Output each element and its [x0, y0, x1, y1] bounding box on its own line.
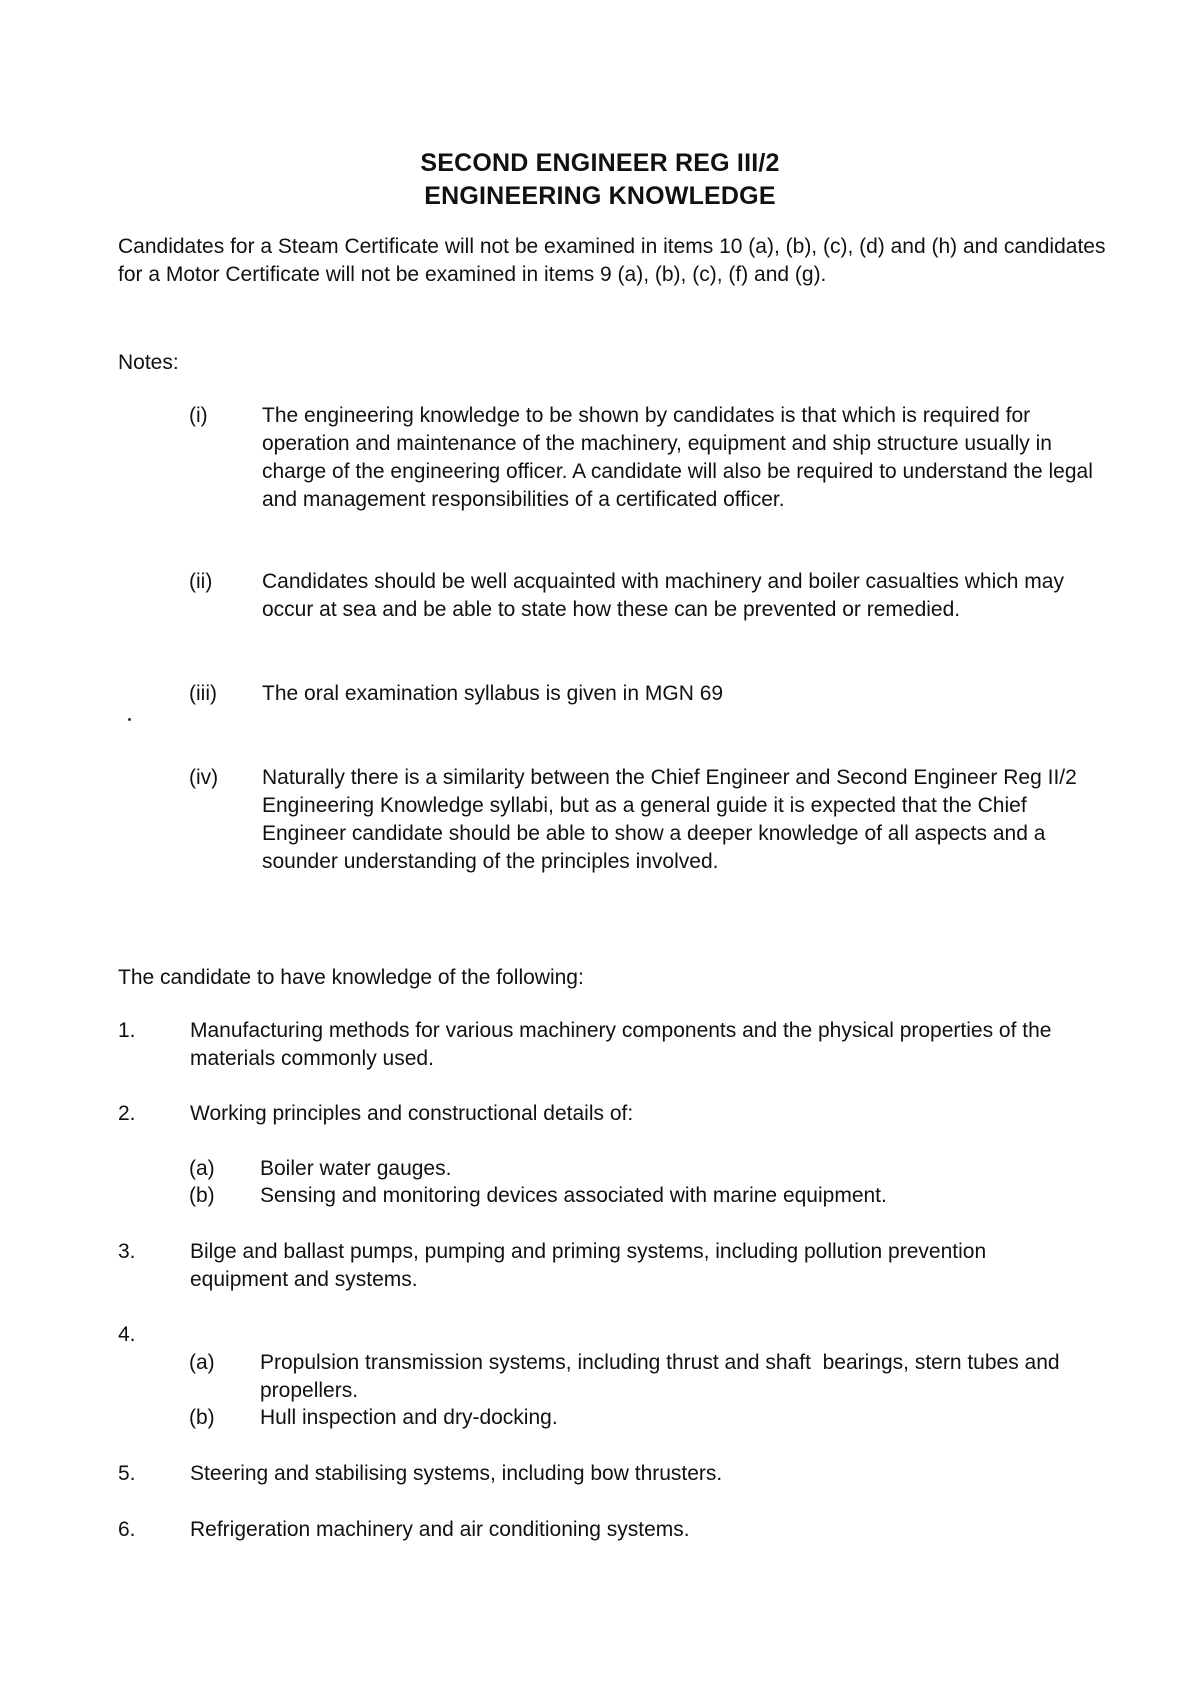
- note-number: (ii): [189, 570, 213, 593]
- sub-item-letter: (b): [189, 1406, 215, 1429]
- note-text: Naturally there is a similarity between the Chief Engineer and Second Engineer Reg II/2 Engineering Knowledge syllabi, but as a general guide it is expected that the Chief Engineer candidate should be able to show a deeper knowledge of all aspects and a sounder understanding of the principles involved.: [262, 766, 1089, 873]
- note-text: Candidates should be well acquainted with machinery and boiler casualties which may occur at sea and be able to state how these can be prevented or remedied.: [262, 570, 1070, 621]
- sub-item-letter: (a): [189, 1351, 215, 1374]
- item-number: 1.: [118, 1019, 136, 1042]
- note-text: The engineering knowledge to be shown by candidates is that which is required for operation and maintenance of the machinery, equipment and ship structure usually in charge of the engineering officer. A candidate will also be required to understand the legal and management responsibilities of a certificated officer.: [262, 404, 1099, 511]
- item-text: Refrigeration machinery and air conditioning systems.: [190, 1518, 690, 1541]
- note-number: (iv): [189, 766, 219, 789]
- document-title-line-1: SECOND ENGINEER REG III/2: [420, 149, 780, 177]
- item-number: 3.: [118, 1240, 136, 1263]
- note-number: (i): [189, 404, 208, 427]
- item-number: 2.: [118, 1102, 136, 1125]
- notes-label: Notes:: [118, 351, 179, 374]
- note-number: (iii): [189, 682, 217, 705]
- sub-item-text: Boiler water gauges.: [260, 1157, 452, 1180]
- item-number: 4.: [118, 1323, 136, 1346]
- sub-item-letter: (b): [189, 1184, 215, 1207]
- item-number: 6.: [118, 1518, 136, 1541]
- stray-dot-mark: [128, 718, 131, 721]
- sub-item-letter: (a): [189, 1157, 215, 1180]
- item-text: Steering and stabilising systems, including bow thrusters.: [190, 1462, 723, 1485]
- lead-in-text: The candidate to have knowledge of the following:: [118, 966, 584, 989]
- intro-paragraph: Candidates for a Steam Certificate will not be examined in items 10 (a), (b), (c), (d) and (h) and candidates for a Motor Certificate will not be examined in items 9 (a), (b), (c), (f) and (g).: [118, 235, 1112, 286]
- note-text: The oral examination syllabus is given in MGN 69: [262, 682, 724, 705]
- item-text: Bilge and ballast pumps, pumping and priming systems, including pollution prevention equipment and systems.: [190, 1240, 992, 1291]
- sub-item-text: Propulsion transmission systems, including thrust and shaft bearings, stern tubes and propellers.: [260, 1351, 1066, 1402]
- sub-item-text: Sensing and monitoring devices associated with marine equipment.: [260, 1184, 887, 1207]
- document-title-line-2: ENGINEERING KNOWLEDGE: [424, 182, 776, 210]
- item-text: Manufacturing methods for various machinery components and the physical properties of the materials commonly used.: [190, 1019, 1058, 1070]
- item-number: 5.: [118, 1462, 136, 1485]
- item-text: Working principles and constructional details of:: [190, 1102, 634, 1125]
- sub-item-text: Hull inspection and dry-docking.: [260, 1406, 558, 1429]
